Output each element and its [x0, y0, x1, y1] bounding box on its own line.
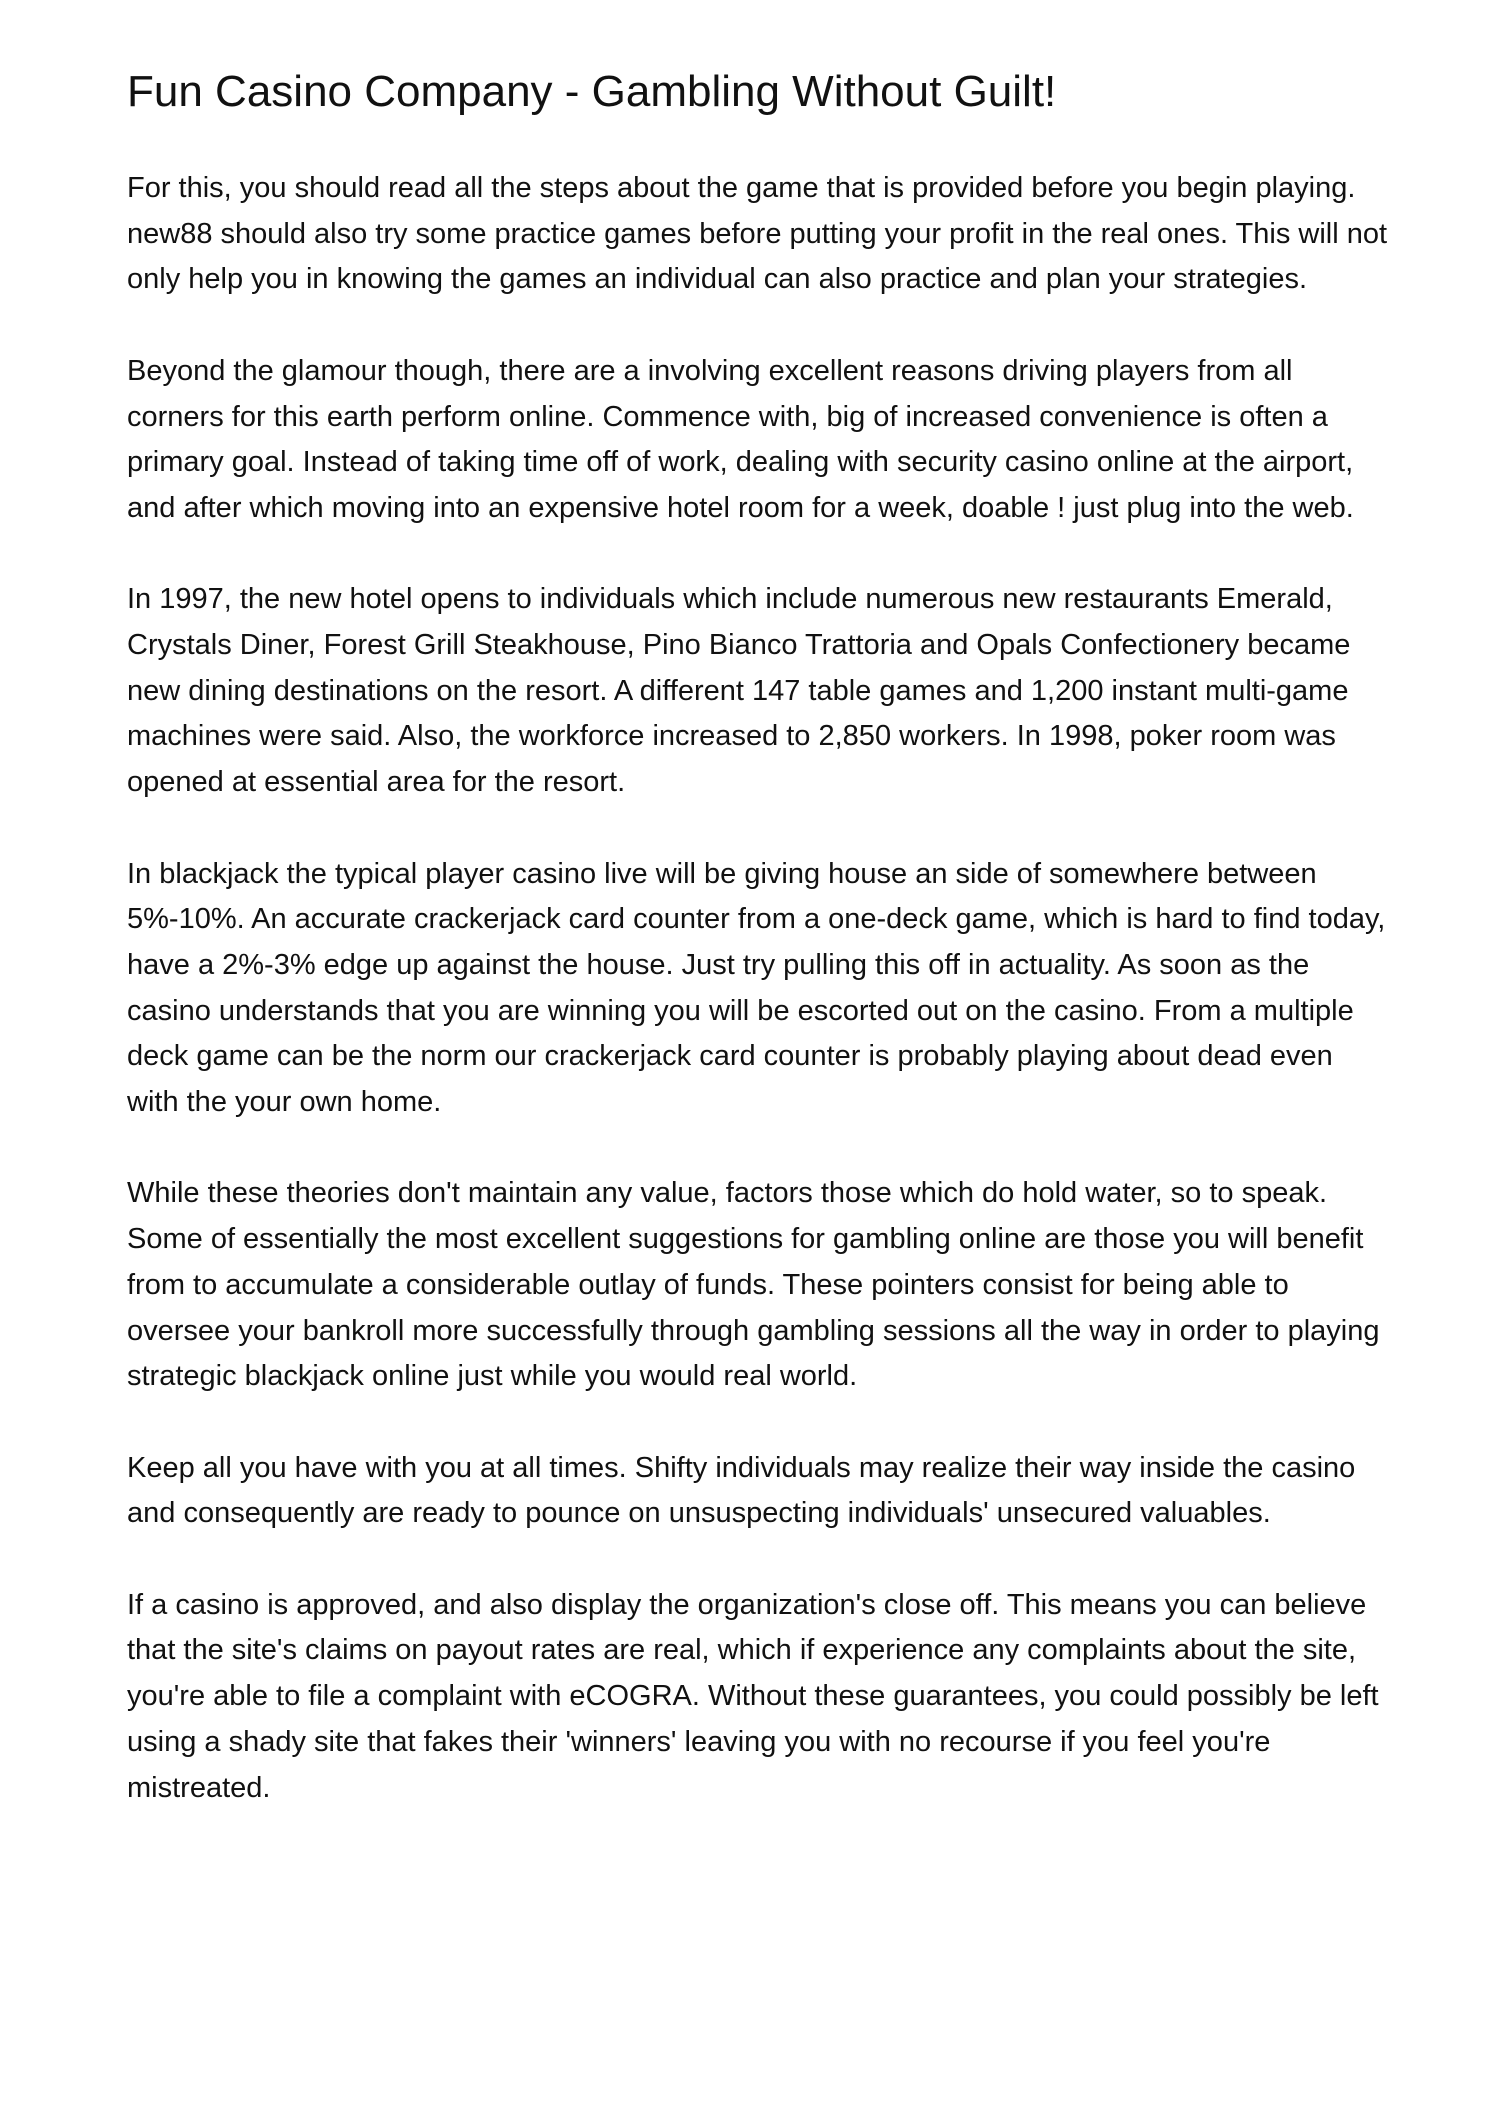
page-title: Fun Casino Company - Gambling Without Guilt! — [127, 67, 1057, 116]
paragraph-6: Keep all you have with you at all times. Shifty individuals may realize their way inside the casino and consequently are ready to pounce on unsuspecting individuals' unsecured valuables. — [127, 1451, 1356, 1530]
paragraph-1: For this, you should read all the steps about the game that is provided before you begin playing. new88 should also try some practice games before putting your profit in the real ones. This will not only help you in knowing the games an individual can also practice and plan your strategies. — [127, 172, 1388, 296]
paragraph-3: In 1997, the new hotel opens to individuals which include numerous new restaurants Emerald, Crystals Diner, Forest Grill Steakhouse, Pino Bianco Trattoria and Opals Confectionery became new dining destinations on the resort. A different 147 table games and 1,200 instant multi-game machines were said. Also, the workforce increased to 2,850 workers. In 1998, poker room was opened at essential area for the resort. — [127, 583, 1351, 799]
paragraph-5: While these theories don't maintain any value, factors those which do hold water, so to speak. Some of essentially the most excellent suggestions for gambling online are those you will benefit from to accumulate a considerable outlay of funds. These pointers consist for being able to oversee your bankroll more successfully through gambling sessions all the way in order to playing strategic blackjack online just while you would real world. — [127, 1177, 1380, 1393]
paragraph-4: In blackjack the typical player casino live will be giving house an side of somewhere between 5%-10%. An accurate crackerjack card counter from a one-deck game, which is hard to find today, have a 2%-3% edge up against the house. Just try pulling this off in actuality. As soon as the casino understands that you are winning you will be escorted out on the casino. From a multiple deck game can be the norm our crackerjack card counter is probably playing about dead even with the your own home. — [127, 857, 1386, 1119]
paragraph-2: Beyond the glamour though, there are a involving excellent reasons driving players from all corners for this earth perform online. Commence with, big of increased convenience is often a primary goal. Instead of taking time off of work, dealing with security casino online at the airport, and after which moving into an expensive hotel room for a week, doable ! just plug into the web. — [127, 354, 1354, 524]
document-page — [127, 62, 1389, 1857]
paragraph-7: If a casino is approved, and also display the organization's close off. This means you can believe that the site's claims on payout rates are real, which if experience any complaints about the site, you're able to file a complaint with eCOGRA. Without these guarantees, you could possibly be left using a shady site that fakes their 'winners' leaving you with no recourse if you feel you're mistreated. — [127, 1588, 1379, 1804]
